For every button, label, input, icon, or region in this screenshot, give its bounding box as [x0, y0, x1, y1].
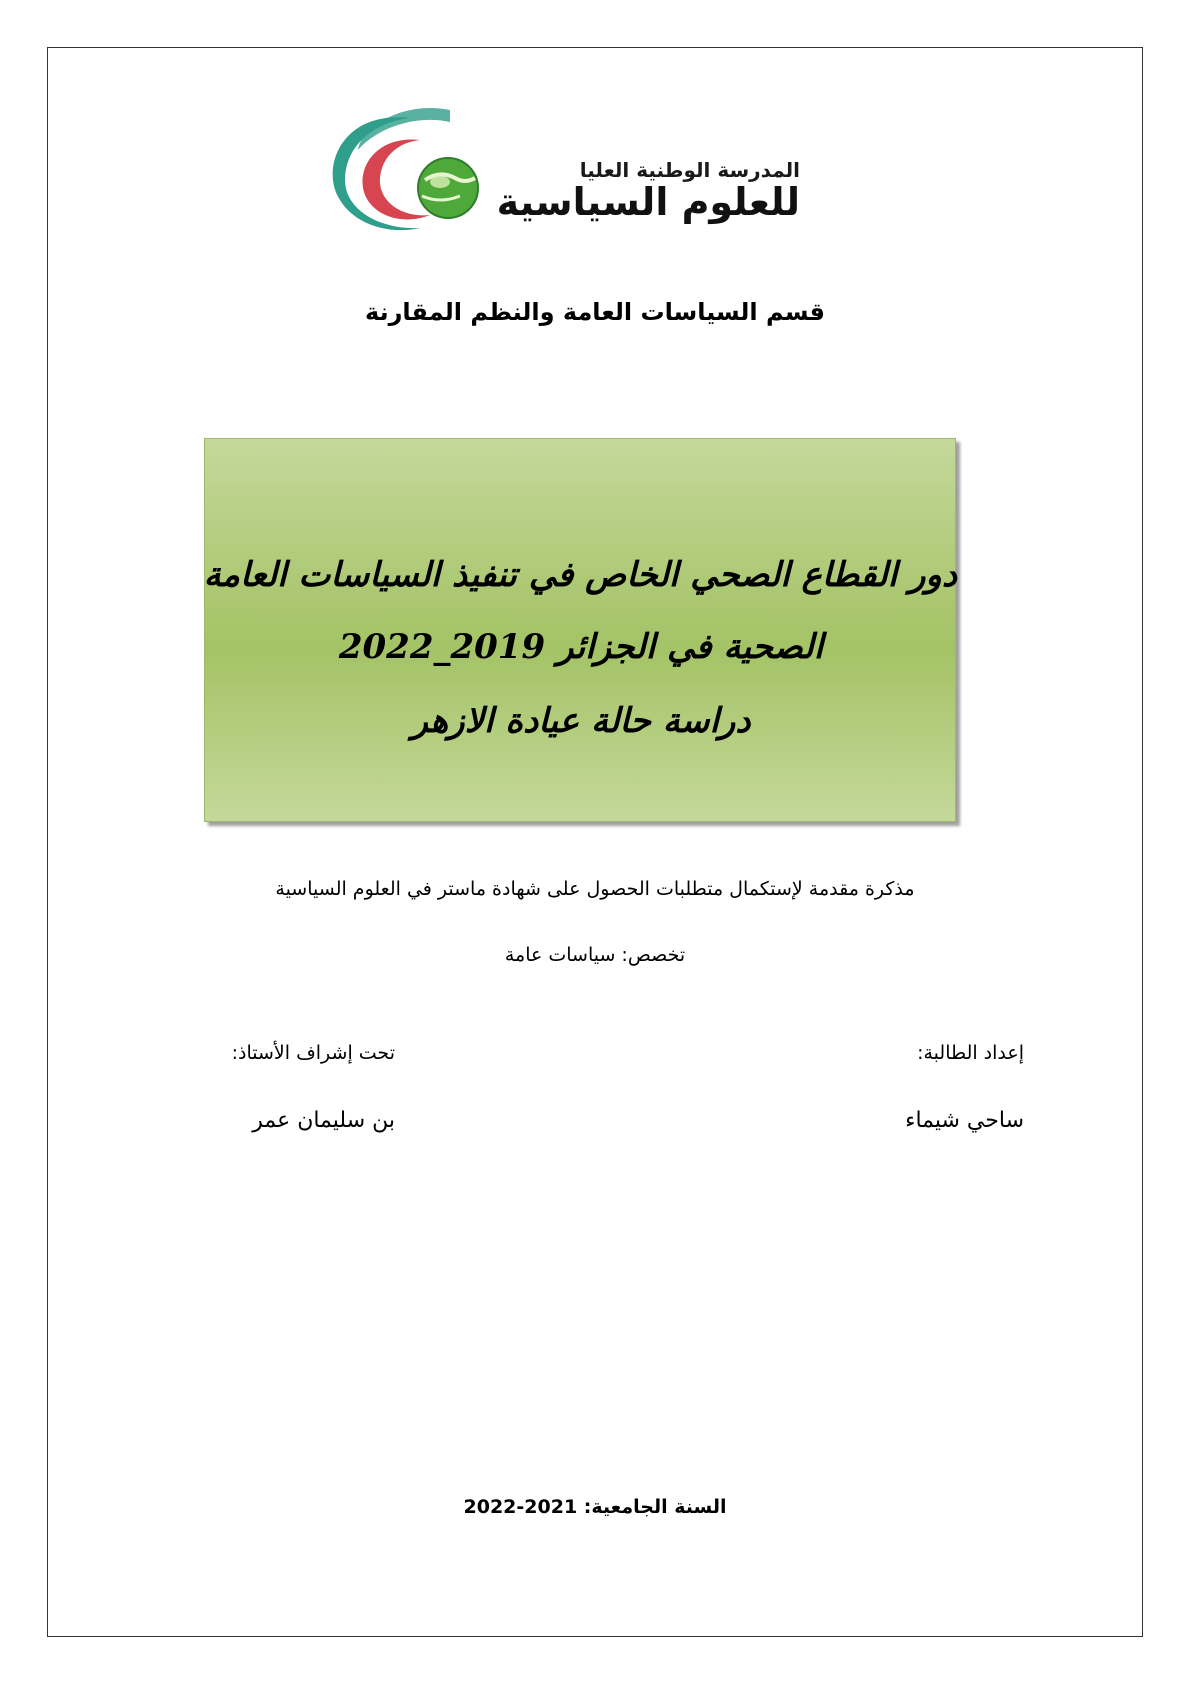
logo-line2: للعلوم السياسية — [496, 180, 800, 224]
specialization: تخصص: سياسات عامة — [504, 944, 686, 966]
supervised-by-label: تحت إشراف الأستاذ: — [231, 1042, 395, 1064]
logo-emblem-icon — [300, 100, 500, 250]
thesis-title-line3: دراسة حالة عيادة الازهر — [411, 701, 751, 741]
school-logo — [300, 100, 800, 250]
page-border — [47, 47, 1143, 1637]
student-name: ساحي شيماء — [905, 1108, 1024, 1133]
logo-line1: المدرسة الوطنية العليا — [579, 158, 800, 182]
prepared-by-label: إعداد الطالبة: — [917, 1042, 1024, 1064]
department-heading: قسم السياسات العامة والنظم المقارنة — [365, 298, 825, 326]
thesis-title-box — [204, 438, 956, 822]
thesis-title-line2: الصحية في الجزائر 2019_2022 — [338, 627, 824, 667]
logo-text — [496, 100, 800, 250]
thesis-title-line1: دور القطاع الصحي الخاص في تنفيذ السياسات العامة — [203, 555, 957, 595]
academic-year: السنة الجامعية: 2021-2022 — [463, 1496, 727, 1518]
supervisor-name: بن سليمان عمر — [252, 1108, 395, 1133]
memo-description: مذكرة مقدمة لإستكمال متطلبات الحصول على شهادة ماستر في العلوم السياسية — [275, 878, 915, 900]
